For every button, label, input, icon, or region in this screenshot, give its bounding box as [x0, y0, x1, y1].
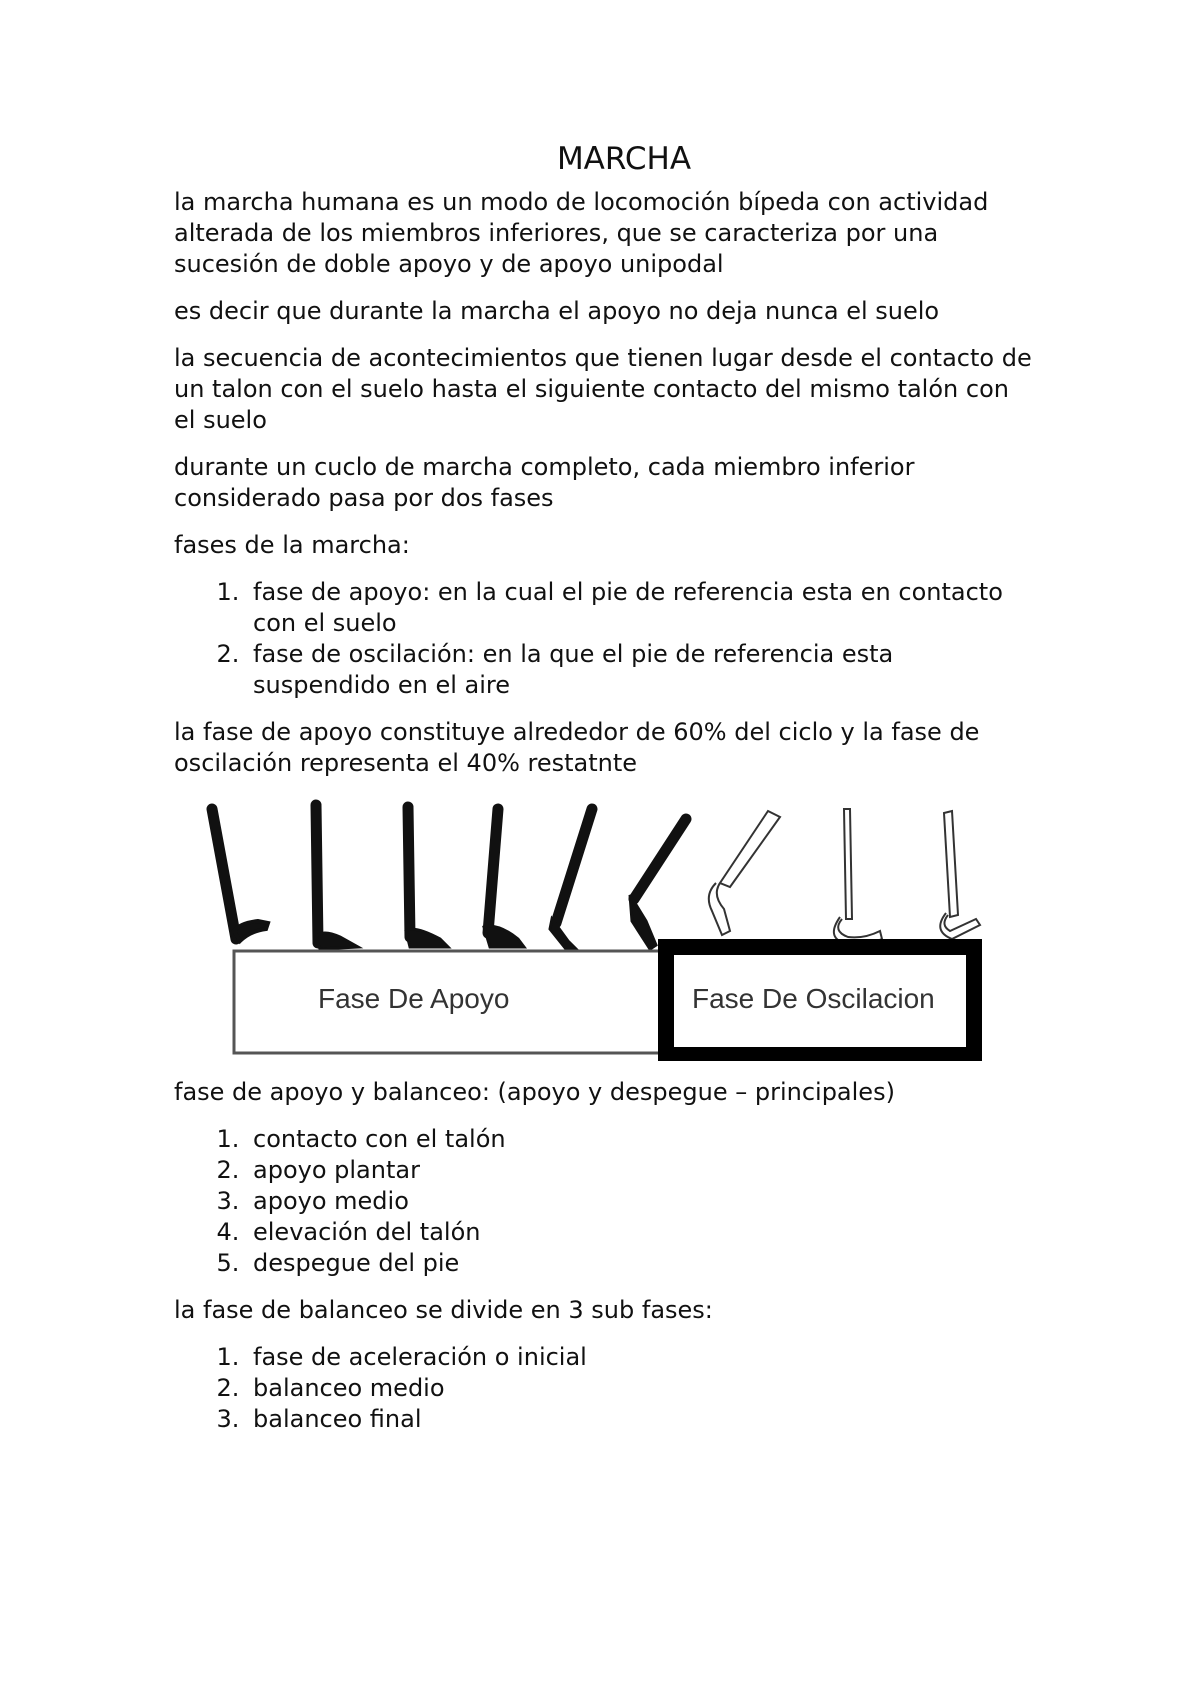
document-body — [174, 138, 1034, 1451]
list-item: 2. fase de oscilación: en la que el pie de referencia esta suspendido en el aire — [247, 639, 1034, 701]
list-item: 2. apoyo plantar — [247, 1155, 1034, 1186]
stance-phase-label: Fase De Apoyo — [318, 983, 510, 1015]
stance-legs — [212, 805, 686, 949]
balanceo-heading: fase de apoyo y balanceo: (apoyo y despegue – principales) — [174, 1078, 895, 1107]
gait-cycle-figure — [200, 791, 1020, 1061]
list-item: 4. elevación del talón — [247, 1217, 1034, 1248]
swing-phase-label: Fase De Oscilacion — [692, 983, 935, 1015]
phases-list — [174, 577, 1034, 701]
list-item: 5. despegue del pie — [247, 1248, 1034, 1279]
intro-paragraph-3: la secuencia de acontecimientos que tienen lugar desde el contacto de un talon con el suelo hasta el siguiente contacto del mismo talón con el suelo — [174, 344, 1032, 435]
page-title: MARCHA — [556, 141, 692, 177]
list-item: 2. balanceo medio — [247, 1373, 1034, 1404]
intro-paragraph-1: la marcha humana es un modo de locomoción bípeda con actividad alterada de los miembros inferiores, que se caracteriza por una sucesión de doble apoyo y de apoyo unipodal — [174, 188, 989, 279]
swing-subphases-list — [174, 1342, 1034, 1435]
gait-illustration — [200, 791, 1020, 1061]
list-item: 1. fase de aceleración o inicial — [247, 1342, 1034, 1373]
support-subphases-list — [174, 1124, 1034, 1279]
list-item: 3. apoyo medio — [247, 1186, 1034, 1217]
intro-paragraph-2: es decir que durante la marcha el apoyo no deja nunca el suelo — [174, 297, 940, 326]
list-item: 1. fase de apoyo: en la cual el pie de referencia esta en contacto con el suelo — [247, 577, 1034, 639]
intro-paragraph-4: durante un cuclo de marcha completo, cada miembro inferior considerado pasa por dos fases — [174, 453, 915, 513]
phases-heading: fases de la marcha: — [174, 531, 410, 560]
list-item: 3. balanceo final — [247, 1404, 1034, 1435]
swing-legs — [709, 809, 980, 944]
percentage-paragraph: la fase de apoyo constituye alrededor de 60% del ciclo y la fase de oscilación representa el 40% restatnte — [174, 718, 980, 778]
list-item: 1. contacto con el talón — [247, 1124, 1034, 1155]
swing-subphases-heading: la fase de balanceo se divide en 3 sub fases: — [174, 1296, 713, 1325]
